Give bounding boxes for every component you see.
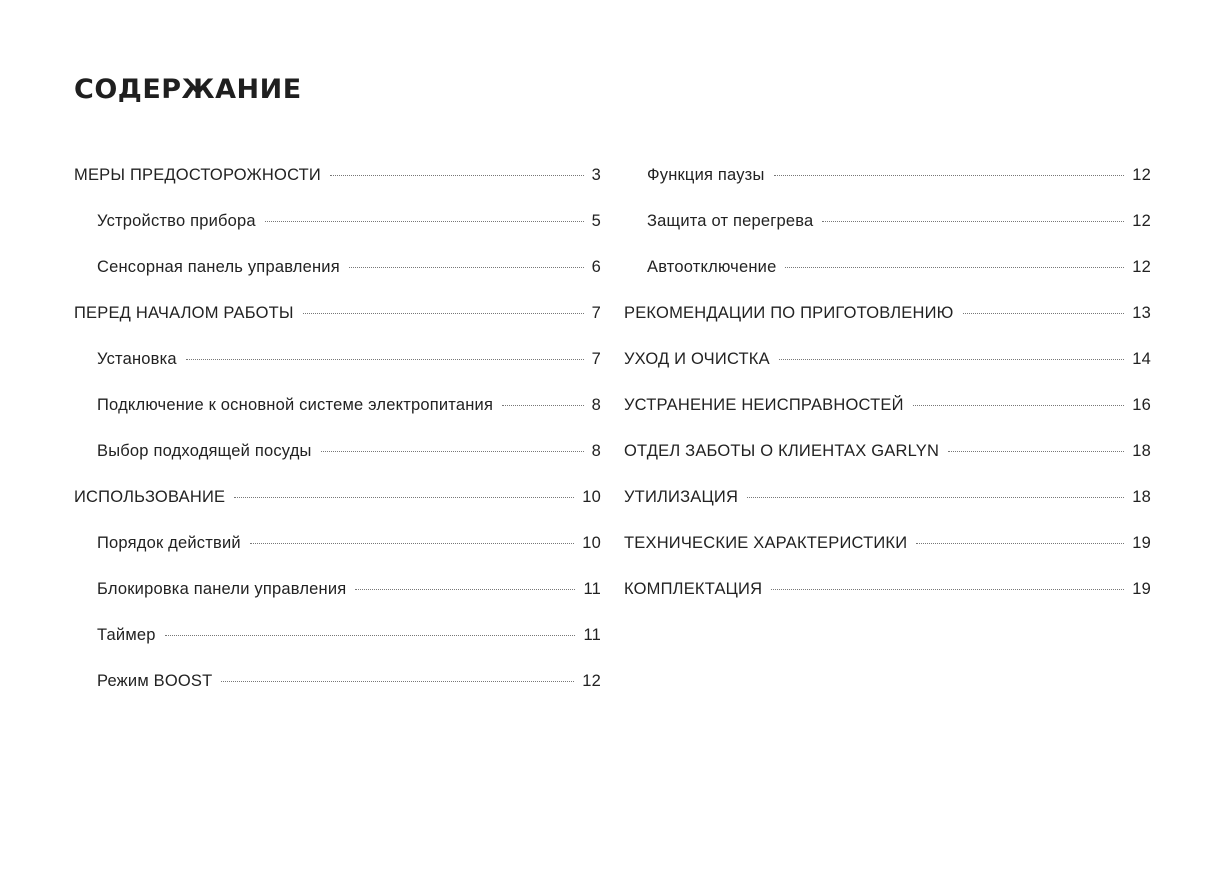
toc-page-number: 10 [582,488,601,506]
toc-section-entry[interactable] [74,166,601,212]
dot-leader [774,175,1125,176]
toc-page-number: 8 [591,396,601,414]
dot-leader [186,359,584,360]
dot-leader [502,405,584,406]
toc-subsection-entry[interactable] [74,580,601,626]
dot-leader [948,451,1124,452]
toc-entry-label: УСТРАНЕНИЕ НЕИСПРАВНОСТЕЙ [624,396,904,414]
dot-leader [963,313,1125,314]
dot-leader [779,359,1124,360]
toc-entry-label: Таймер [97,626,156,644]
toc-section-entry[interactable] [74,488,601,534]
toc-entry-label: РЕКОМЕНДАЦИИ ПО ПРИГОТОВЛЕНИЮ [624,304,954,322]
toc-entry-label: ОТДЕЛ ЗАБОТЫ О КЛИЕНТАХ GARLYN [624,442,940,460]
toc-entry-label: Порядок действий [97,534,241,552]
toc-section-entry[interactable] [624,580,1151,626]
toc-entry-label: Подключение к основной системе электропитания [97,396,494,414]
dot-leader [913,405,1125,406]
toc-page-number: 11 [583,626,601,644]
toc-entry-label: Сенсорная панель управления [97,258,340,276]
toc-page-number: 12 [582,672,601,690]
toc-entry-label: ТЕХНИЧЕСКИЕ ХАРАКТЕРИСТИКИ [624,534,908,552]
toc-subsection-entry[interactable] [74,350,601,396]
toc-entry-label: Устройство прибора [97,212,256,230]
toc-page-number: 6 [591,258,601,276]
dot-leader [221,681,574,682]
toc-column-left [74,166,601,718]
toc-page-number: 18 [1132,442,1151,460]
dot-leader [250,543,574,544]
toc-subsection-entry[interactable] [624,212,1151,258]
dot-leader [822,221,1124,222]
toc-section-entry[interactable] [624,488,1151,534]
toc-entry-label: Автоотключение [647,258,777,276]
toc-section-entry[interactable] [74,304,601,350]
toc-page-number: 14 [1132,350,1151,368]
dot-leader [265,221,584,222]
toc-subsection-entry[interactable] [624,166,1151,212]
toc-page-number: 8 [591,442,601,460]
toc-entry-label: ИСПОЛЬЗОВАНИЕ [74,488,226,506]
toc-entry-label: ПЕРЕД НАЧАЛОМ РАБОТЫ [74,304,294,322]
toc-section-entry[interactable] [624,304,1151,350]
toc-subsection-entry[interactable] [74,396,601,442]
toc-subsection-entry[interactable] [74,442,601,488]
toc-page-number: 12 [1132,258,1151,276]
toc-page-number: 18 [1132,488,1151,506]
toc-entry-label: Выбор подходящей посуды [97,442,312,460]
dot-leader [321,451,584,452]
toc-subsection-entry[interactable] [74,672,601,718]
toc-subsection-entry[interactable] [74,258,601,304]
toc-section-entry[interactable] [624,396,1151,442]
page-title: СОДЕРЖАНИЕ [74,74,302,105]
toc-page-number: 10 [582,534,601,552]
dot-leader [747,497,1124,498]
toc-entry-label: УТИЛИЗАЦИЯ [624,488,739,506]
toc-page-number: 19 [1132,534,1151,552]
toc-entry-label: Функция паузы [647,166,765,184]
toc-subsection-entry[interactable] [74,626,601,672]
dot-leader [785,267,1124,268]
toc-subsection-entry[interactable] [74,534,601,580]
toc-page-number: 12 [1132,166,1151,184]
toc-page-number: 7 [591,304,601,322]
toc-subsection-entry[interactable] [74,212,601,258]
toc-entry-label: Установка [97,350,177,368]
toc-entry-label: УХОД И ОЧИСТКА [624,350,770,368]
dot-leader [349,267,584,268]
toc-entry-label: Блокировка панели управления [97,580,347,598]
toc-entry-label: МЕРЫ ПРЕДОСТОРОЖНОСТИ [74,166,321,184]
toc-subsection-entry[interactable] [624,258,1151,304]
dot-leader [303,313,584,314]
toc-section-entry[interactable] [624,350,1151,396]
toc-page-number: 12 [1132,212,1151,230]
toc-page-number: 7 [591,350,601,368]
dot-leader [771,589,1124,590]
dot-leader [330,175,584,176]
dot-leader [234,497,574,498]
toc-section-entry[interactable] [624,442,1151,488]
toc-entry-label: КОМПЛЕКТАЦИЯ [624,580,763,598]
toc-entry-label: Защита от перегрева [647,212,814,230]
toc-page-number: 11 [583,580,601,598]
toc-page-number: 19 [1132,580,1151,598]
toc-page-number: 13 [1132,304,1151,322]
toc-page-number: 16 [1132,396,1151,414]
toc-entry-label: Режим BOOST [97,672,213,690]
dot-leader [165,635,576,636]
toc-page-number: 5 [591,212,601,230]
dot-leader [355,589,575,590]
toc-section-entry[interactable] [624,534,1151,580]
toc-column-right [624,166,1151,626]
dot-leader [916,543,1124,544]
toc-page-number: 3 [591,166,601,184]
